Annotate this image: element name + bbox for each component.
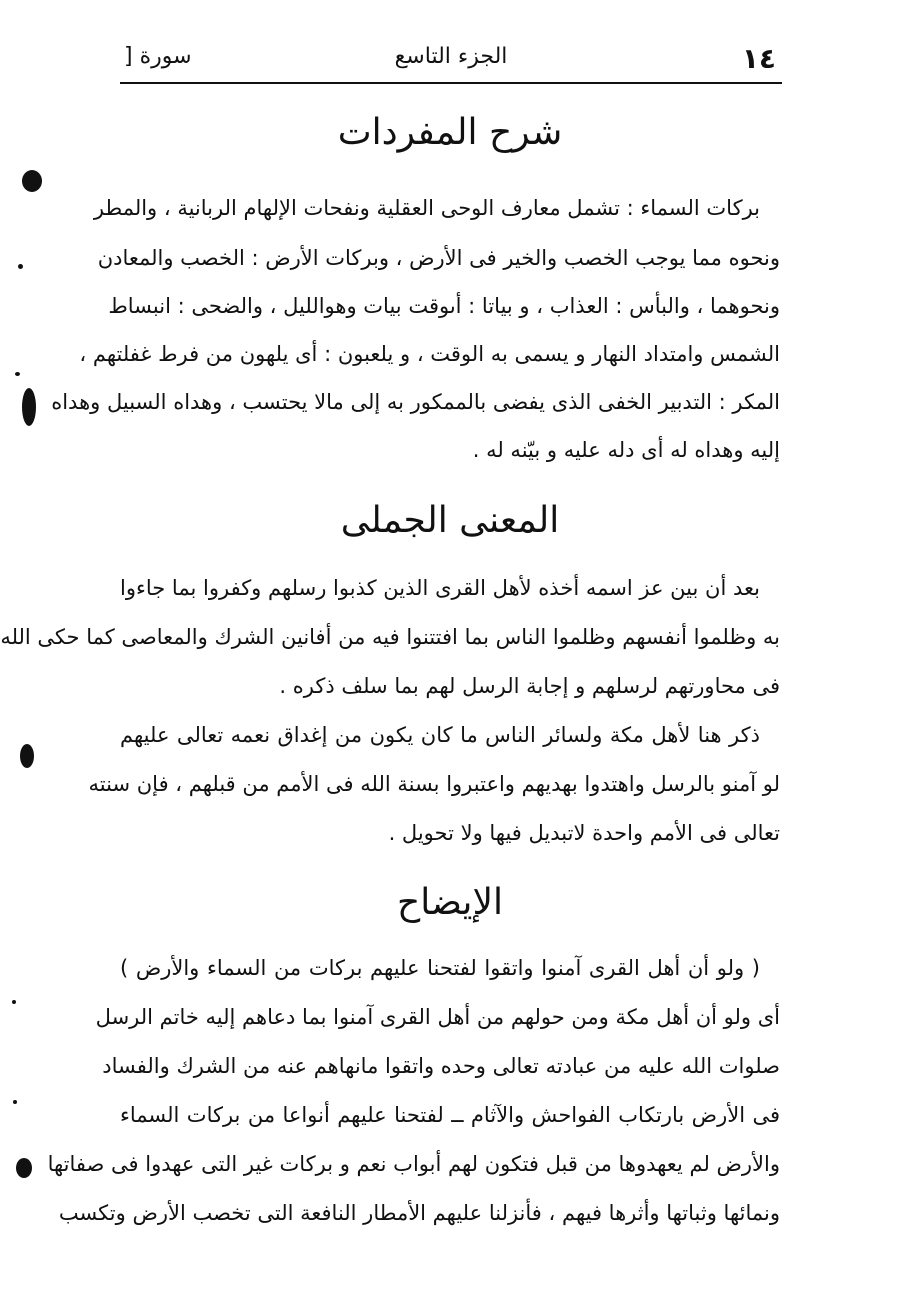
explanation-line: ونمائها وثباتها وأثرها فيهم ، فأنزلنا عليهم الأمطار النافعة التى تخصب الأرض وتكسب — [58, 1201, 780, 1225]
explanation-line: فى الأرض بارتكاب الفواحش والآثام ــ لفتحنا عليهم أنواعا من بركات السماء — [120, 1103, 780, 1127]
scan-speck — [18, 264, 23, 269]
vocabulary-line: بركات السماء : تشمل معارف الوحى العقلية ونفحات الإلهام الربانية ، والمطر — [93, 196, 760, 220]
running-title: الجزء التاسع — [394, 44, 508, 69]
vocabulary-line: ونحوه مما يوجب الخصب والخير فى الأرض ، وبركات الأرض : الخصب والمعادن — [97, 246, 780, 270]
explanation-line: أى ولو أن أهل مكة ومن حولهم من أهل القرى آمنوا بما دعاهم إليه خاتم الرسل — [95, 1005, 780, 1029]
explanation-line: صلوات الله عليه من عبادته تعالى وحده واتقوا مانهاهم عنه من الشرك والفساد — [102, 1054, 780, 1078]
explanation-heading: الإيضاح — [397, 882, 503, 923]
general-meaning-line: بعد أن بين عز اسمه أخذه لأهل القرى الذين كذبوا رسلهم وكفروا بما جاءوا — [120, 576, 760, 600]
surah-label: سورة [ — [124, 44, 192, 69]
vocabulary-heading: شرح المفردات — [337, 112, 563, 153]
scan-speck — [16, 1158, 32, 1178]
explanation-line: ( ولو أن أهل القرى آمنوا واتقوا لفتحنا عليهم بركات من السماء والأرض ) — [120, 956, 760, 980]
scan-speck — [20, 744, 34, 768]
header-divider — [120, 82, 782, 84]
vocabulary-line: الشمس وامتداد النهار و يسمى به الوقت ، و يلعبون : أى يلهون من فرط غفلتهم ، — [79, 342, 780, 366]
general-meaning-line: فى محاورتهم لرسلهم و إجابة الرسل لهم بما سلف ذكره . — [279, 674, 780, 698]
scan-speck — [22, 170, 42, 192]
vocabulary-line: إليه وهداه له أى دله عليه و بيّنه له . — [472, 438, 780, 462]
page-number: ١٤ — [741, 42, 776, 75]
explanation-line: والأرض لم يعهدوها من قبل فتكون لهم أبواب نعم و بركات غير التى عهدوا فى صفاتها — [47, 1152, 780, 1176]
general-meaning-line: تعالى فى الأمم واحدة لاتبديل فيها ولا تحويل . — [388, 821, 780, 845]
scan-speck — [13, 1100, 17, 1104]
scan-speck — [12, 1000, 16, 1004]
scan-speck — [15, 372, 20, 376]
general-meaning-line: ذكر هنا لأهل مكة ولسائر الناس ما كان يكون من إغداق نعمه تعالى عليهم — [120, 723, 760, 747]
running-header — [120, 38, 782, 88]
general-meaning-line: به وظلموا أنفسهم وظلموا الناس بما افتتنوا فيه من أفانين الشرك والمعاصى كما حكى الله — [0, 625, 780, 649]
vocabulary-line: ونحوهما ، والبأس : العذاب ، و بياتا : أىوقت بيات وهوالليل ، والضحى : انبساط — [108, 294, 780, 318]
vocabulary-line: المكر : التدبير الخفى الذى يفضى بالممكور به إلى مالا يحتسب ، وهداه السبيل وهداه — [51, 390, 780, 414]
scan-speck — [22, 388, 36, 426]
general-meaning-heading: المعنى الجملى — [340, 500, 560, 541]
general-meaning-line: لو آمنو بالرسل واهتدوا بهديهم واعتبروا بسنة الله فى الأمم من قبلهم ، فإن سنته — [88, 772, 780, 796]
